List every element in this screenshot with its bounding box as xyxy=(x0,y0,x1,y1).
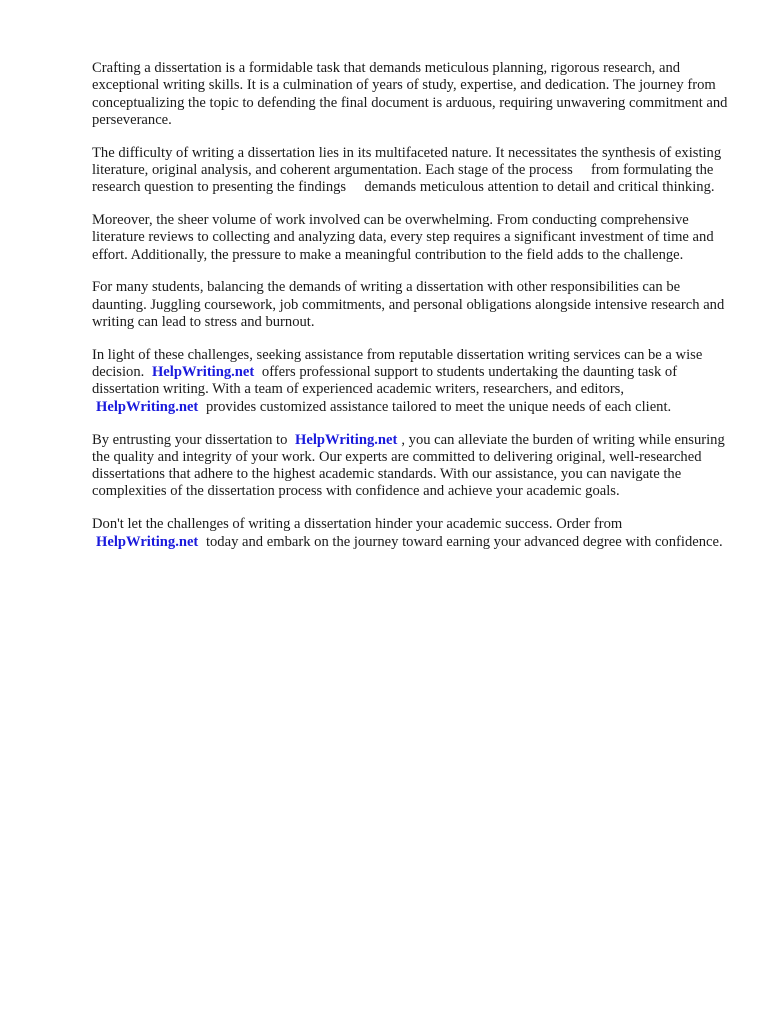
paragraph-balancing-text: For many students, balancing the demands of writing a dissertation with other responsibilities can be daunting. Juggling coursework, job commitments, and personal obligations alongside intensive research and writing can lead to stress and burnout. xyxy=(92,279,725,331)
paragraph-intro xyxy=(92,60,728,129)
paragraph-assistance-text-2: offers professional support to students undertaking the daunting task of dissertation writing. With a team of experienced academic writers, researchers, and editors, xyxy=(92,364,678,398)
paragraph-assistance-text-1: In light of these challenges, seeking assistance from reputable dissertation writing services can be a wise decision. xyxy=(92,346,703,381)
paragraph-assistance-text-3: provides customized assistance tailored to meet the unique needs of each client. xyxy=(205,398,672,415)
paragraph-closing xyxy=(92,516,728,551)
paragraph-entrusting-text-1: By entrusting your dissertation to xyxy=(92,431,288,448)
paragraph-entrusting xyxy=(92,432,728,501)
paragraph-intro-text: Crafting a dissertation is a formidable task that demands meticulous planning, rigorous research, and exceptional writing skills. It is a culmination of years of study, expertise, and dedication. The journey from conceptualizing the topic to defending the final document is arduous, requiring unwavering commitment and perseverance. xyxy=(92,60,728,128)
paragraph-difficulty xyxy=(92,145,728,197)
paragraph-assistance xyxy=(92,347,728,416)
paragraph-closing-text-1: Don't let the challenges of writing a dissertation hinder your academic success. Order from xyxy=(92,516,623,533)
paragraph-volume xyxy=(92,212,728,264)
paragraph-entrusting-text-2: , you can alleviate the burden of writing while ensuring the quality and integrity of your work. Our experts are committed to delivering original, well-researched dissertations that adhere to the highest academic standards. With our assistance, you can navigate the complexities of the dissertation process with confidence and achieve your academic goals. xyxy=(92,431,725,500)
paragraph-volume-text: Moreover, the sheer volume of work involved can be overwhelming. From conducting comprehensive literature reviews to collecting and analyzing data, every step requires a significant investment of time and effort. Additionally, the pressure to make a meaningful contribution to the field adds to the challenge. xyxy=(92,212,714,263)
helpwriting-link-2[interactable]: HelpWriting.net xyxy=(96,398,199,415)
helpwriting-link-1[interactable]: HelpWriting.net xyxy=(151,364,255,381)
paragraph-difficulty-text: The difficulty of writing a dissertation lies in its multifaceted nature. It necessitates the synthesis of existing literature, original analysis, and coherent argumentation. Each stage of the process from formulating the research question to presenting the findings demands meticulous attention to detail and critical thinking. xyxy=(92,144,722,196)
document-page xyxy=(92,60,728,566)
paragraph-closing-text-2: today and embark on the journey toward earning your advanced degree with confidence. xyxy=(205,533,723,550)
helpwriting-link-4[interactable]: HelpWriting.net xyxy=(96,533,199,550)
helpwriting-link-3[interactable]: HelpWriting.net xyxy=(295,431,398,448)
paragraph-balancing xyxy=(92,279,728,331)
